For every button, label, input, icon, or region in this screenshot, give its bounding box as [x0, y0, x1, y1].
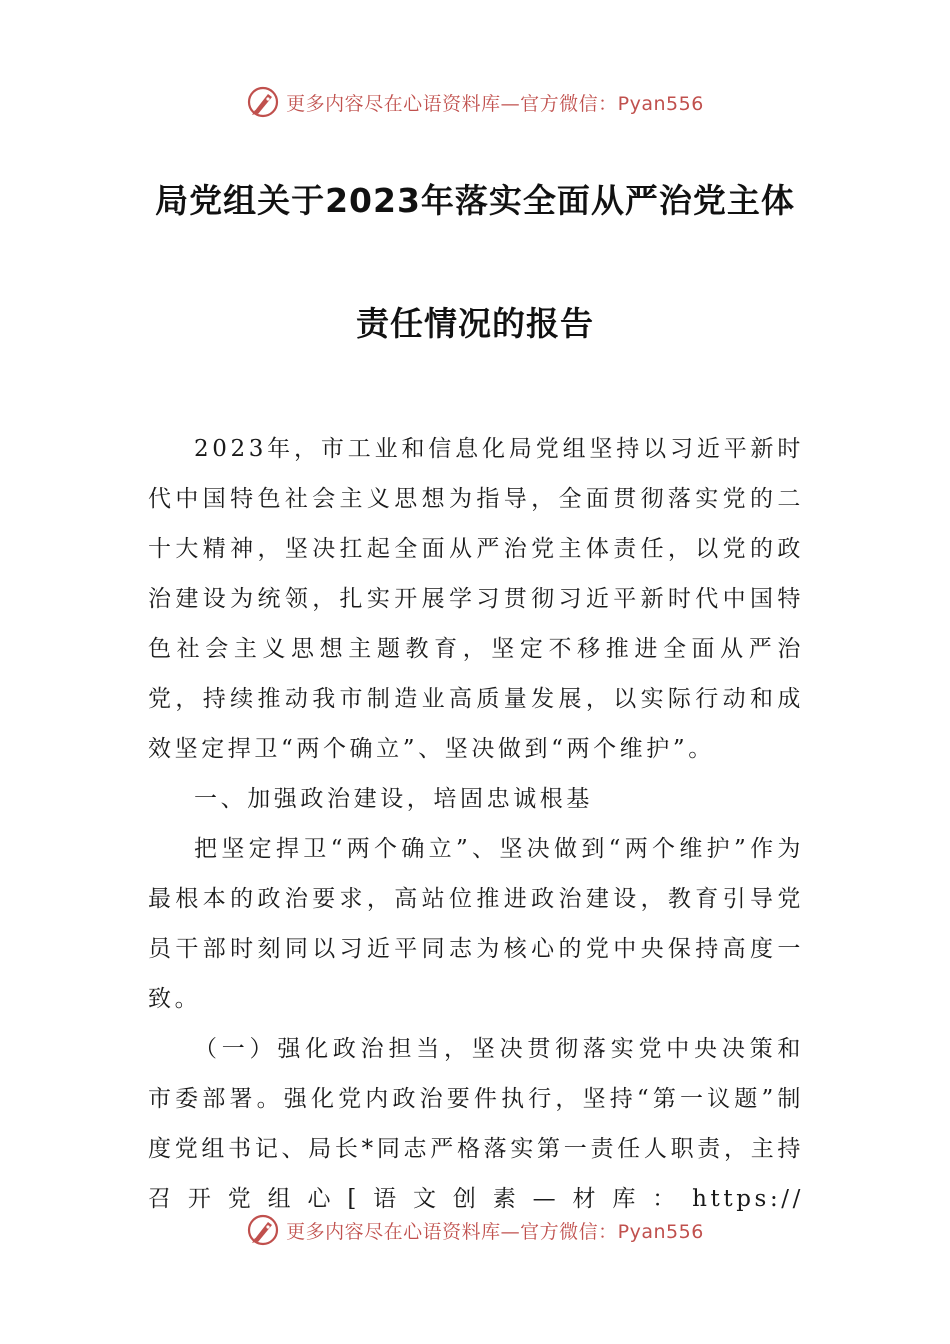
document-body	[148, 424, 804, 1224]
watermark-banner-top	[0, 82, 950, 122]
pen-nib-logo-icon	[246, 85, 280, 119]
document-title-line-1: 局党组关于2023年落实全面从严治党主体	[155, 181, 795, 220]
watermark-text: 更多内容尽在心语资料库—官方微信：Pyan556	[286, 1220, 704, 1243]
watermark-banner-bottom	[0, 1210, 950, 1250]
document-title-line-2: 责任情况的报告	[356, 304, 594, 343]
section-heading: 一、加强政治建设，培固忠诚根基	[194, 786, 593, 812]
watermark-text: 更多内容尽在心语资料库—官方微信：Pyan556	[286, 92, 704, 115]
body-paragraph: 把坚定捍卫“两个确立”、坚决做到“两个维护”作为最根本的政治要求，高站位推进政治建设，教育引导党员干部时刻同以习近平同志为核心的党中央保持高度一致。	[148, 836, 804, 1012]
body-paragraph: （一）强化政治担当，坚决贯彻落实党中央决策和市委部署。强化党内政治要件执行，坚持“第一议题”制度党组书记、局长*同志严格落实第一责任人职责，主持召开党组心[语文创素—材库：https://	[148, 1036, 804, 1212]
pen-nib-logo-icon	[246, 1213, 280, 1247]
body-paragraph: 2023年，市工业和信息化局党组坚持以习近平新时代中国特色社会主义思想为指导，全面贯彻落实党的二十大精神，坚决扛起全面从严治党主体责任，以党的政治建设为统领，扎实开展学习贯彻习近平新时代中国特色社会主义思想主题教育，坚定不移推进全面从严治党，持续推动我市制造业高质量发展，以实际行动和成效坚定捍卫“两个确立”、坚决做到“两个维护”。	[148, 436, 804, 762]
